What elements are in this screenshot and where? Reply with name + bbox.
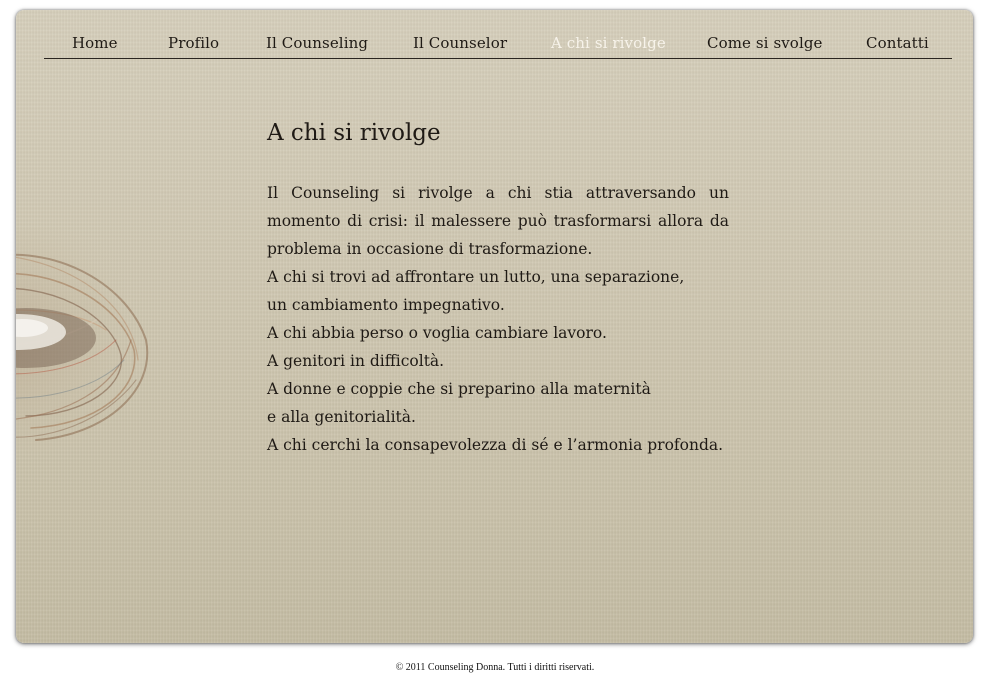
nav-il-counseling[interactable]: Il Counseling (266, 34, 369, 52)
body-text (267, 179, 729, 459)
body-line: momento di crisi: il malessere può trasformarsi allora da (267, 212, 729, 230)
main-navigation (44, 34, 952, 59)
body-line: Il Counseling si rivolge a chi stia attraversando un (267, 184, 729, 202)
body-line: A genitori in difficoltà. (267, 352, 445, 370)
body-line: problema in occasione di trasformazione. (267, 240, 593, 258)
footer-copyright: © 2011 Counseling Donna. Tutti i diritti riservati. (395, 662, 595, 673)
nav-contatti[interactable]: Contatti (866, 34, 929, 52)
nav-come-si-svolge[interactable]: Come si svolge (707, 34, 823, 52)
page-title: A chi si rivolge (267, 120, 441, 146)
body-line: e alla genitorialità. (267, 408, 416, 426)
page-card (16, 10, 973, 643)
nav-a-chi-si-rivolge[interactable]: A chi si rivolge (551, 34, 666, 52)
nav-il-counselor[interactable]: Il Counselor (413, 34, 508, 52)
nav-profilo[interactable]: Profilo (168, 34, 220, 52)
nav-home[interactable]: Home (72, 34, 118, 52)
body-line: un cambiamento impegnativo. (267, 296, 505, 314)
bird-nest-illustration (16, 220, 166, 460)
body-line: A chi abbia perso o voglia cambiare lavoro. (267, 324, 607, 342)
body-line: A chi si trovi ad affrontare un lutto, una separazione, (267, 268, 685, 286)
body-line: A chi cerchi la consapevolezza di sé e l’armonia profonda. (267, 436, 724, 454)
body-line: A donne e coppie che si preparino alla maternità (267, 380, 651, 398)
